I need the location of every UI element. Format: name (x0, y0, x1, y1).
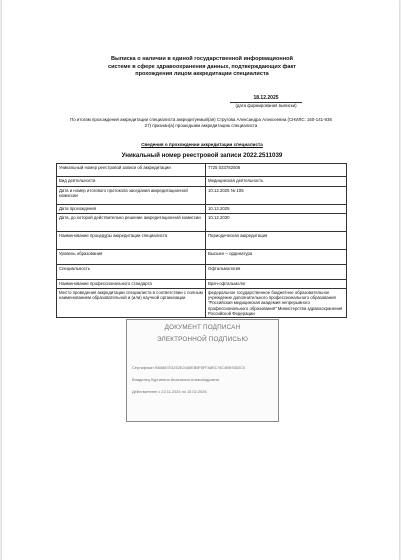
table-row (57, 177, 347, 186)
row-label: Наименование профессионального стандарта (57, 279, 206, 288)
row-value: Высшее – ординатура (206, 249, 347, 264)
document-title (102, 56, 302, 79)
table-row (57, 249, 347, 264)
table-row (57, 213, 347, 231)
electronic-signature-stamp (126, 319, 279, 422)
stamp-certificate: Сертификат B60887E3252E2480EB5F6FFA8E174C4BE9352C0 (132, 365, 246, 370)
row-value: 10.12.2030 (206, 213, 347, 231)
table-row (57, 231, 347, 249)
section-heading: Сведения о прохождении аккредитации специалиста (141, 142, 263, 147)
table-row (57, 186, 347, 204)
accreditation-table (56, 163, 347, 318)
row-value: Периодическая аккредитация (206, 231, 347, 249)
row-value: 7725 033782506 (206, 164, 347, 177)
table-row (57, 164, 347, 177)
stamp-title-line: ДОКУМЕНТ ПОДПИСАН (164, 324, 241, 331)
row-label: Место проведения аккредитации специалиста в соответствии с полным наименованием образовательной и (или) научной организации (57, 288, 206, 317)
stamp-title-line: ЭЛЕКТРОННОЙ ПОДПИСЬЮ (156, 336, 249, 343)
row-label: Уникальный номер реестровой записи об аккредитации (57, 164, 206, 177)
table-row (57, 204, 347, 213)
row-value: Медицинская деятельность (206, 177, 347, 186)
intro-line: По итогам прохождения аккредитации специалиста аккредитуемый(ая) Стругова Александра Алексеевна (СНИЛС: 160-141-936 (70, 117, 332, 122)
row-value: федеральное государственное бюджетное образовательное учреждение дополнительного профессионального образования "Российская медицинская академия непрерывного профессионального образования" Министерства здравоохранения Российской Федерации (206, 288, 347, 317)
intro-text (56, 117, 346, 129)
table-row (57, 288, 347, 317)
title-line: прохождения лицом аккредитации специалиста (135, 71, 269, 78)
row-label: Наименование процедуры аккредитации специалиста (57, 231, 206, 249)
row-label: Дата прохождения (57, 204, 206, 213)
row-value: 10.12.2025 (206, 204, 347, 213)
row-value: Офтальмология (206, 264, 347, 279)
intro-line: 27) признан(а) прошедшим аккредитацию специалиста (144, 123, 258, 128)
title-line: системе в сфере здравоохранения данных, подтверждающих факт (107, 63, 297, 70)
stamp-owner: Владелец Кургинина Анастасия Александровна (132, 377, 219, 382)
statement-date: 18.12.2025 (230, 95, 302, 103)
row-label: Дата и номер итогового протокола заседания аккредитационной комиссии (57, 186, 206, 204)
stamp-validity: Действителен с 22.11.2024 по 15.02.2026 (132, 389, 207, 394)
record-number: Уникальный номер реестровой записи 2022.2511039 (121, 152, 283, 159)
row-label: Уровень образования (57, 249, 206, 264)
document-page (2, 0, 399, 560)
statement-date-caption: (дата формирования выписки) (235, 103, 297, 108)
row-value: 10.12.2025 № 105 (206, 186, 347, 204)
row-label: Дата, до которой действительно решение аккредитационной комиссии (57, 213, 206, 231)
table-row (57, 279, 347, 288)
date-block (230, 95, 302, 109)
row-label: Вид деятельности (57, 177, 206, 186)
title-line: Выписка о наличии в единой государственной информационной (111, 56, 293, 62)
table-row (57, 264, 347, 279)
row-label: Специальность (57, 264, 206, 279)
row-value: Врач-офтальмолог (206, 279, 347, 288)
